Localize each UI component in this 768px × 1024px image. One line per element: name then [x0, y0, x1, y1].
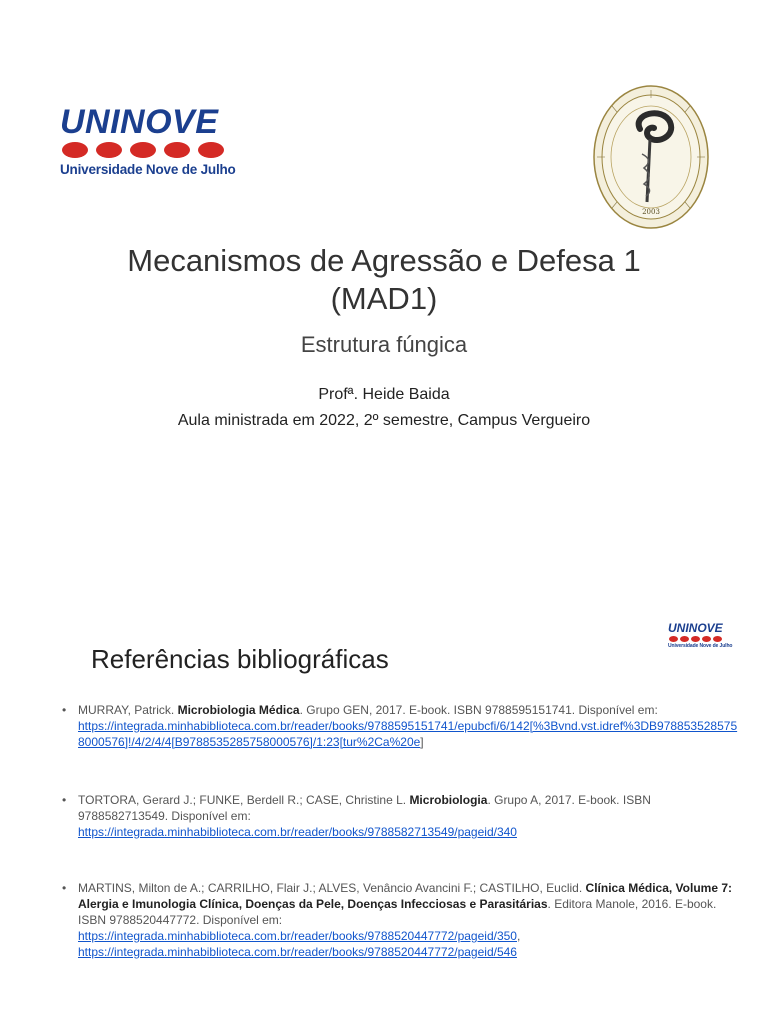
ref-link[interactable]: https://integrada.minhabiblioteca.com.br/reader/books/9788520447772/pageid/350: [78, 929, 517, 943]
seal-year: 2003: [642, 208, 660, 216]
ref-link[interactable]: https://integrada.minhabiblioteca.com.br/reader/books/9788595151741/epubcfi/6/142[%3Bvnd.vst.idref%3DB9788535285758000576]!/4/2/4/4[B9788535285758000576]/1:23[tur%2Ca%20e: [78, 719, 738, 749]
course-code: (MAD1): [330, 281, 438, 316]
logo-wordmark-small: UNINOVE: [668, 621, 723, 635]
ref-authors: TORTORA, Gerard J.; FUNKE, Berdell R.; CASE, Christine L.: [78, 793, 410, 807]
logo-subtitle-small: Universidade Nove de Julho: [668, 643, 733, 649]
ref-authors: MURRAY, Patrick.: [78, 703, 178, 717]
ref-link-suffix: ]: [420, 735, 424, 749]
ref-details: . Grupo GEN, 2017. E-book. ISBN 9788595151741. Disponível em:: [299, 703, 658, 717]
ref-link[interactable]: https://integrada.minhabiblioteca.com.br/reader/books/9788582713549/pageid/340: [78, 825, 517, 839]
ref-link[interactable]: https://integrada.minhabiblioteca.com.br/reader/books/9788520447772/pageid/546: [78, 945, 517, 959]
bullet-icon: •: [62, 793, 67, 807]
references-heading: Referências bibliográficas: [91, 644, 389, 674]
reference-item: [62, 792, 738, 840]
bullet-icon: •: [62, 881, 67, 895]
ref-title: Microbiologia: [409, 793, 488, 807]
bullet-icon: •: [62, 703, 67, 717]
professor-name: Profª. Heide Baida: [318, 386, 450, 403]
logo-dots-small: [669, 636, 732, 642]
logo-subtitle: Universidade Nove de Julho: [60, 162, 236, 177]
references-slide: [0, 512, 768, 1024]
medicine-seal-emblem: [592, 84, 710, 230]
class-info: Aula ministrada em 2022, 2º semestre, Campus Vergueiro: [177, 412, 591, 429]
ref-authors: MARTINS, Milton de A.; CARRILHO, Flair J.; ALVES, Venâncio Avancini F.; CASTILHO, Euclid.: [78, 881, 586, 895]
uninove-logo-small: [668, 622, 732, 649]
logo-dots: [62, 142, 240, 158]
lecture-subtitle: Estrutura fúngica: [300, 332, 468, 357]
ref-details: . Editora Manole, 2016. E-book. ISBN 9788520447772. Disponível em:: [78, 897, 717, 927]
ref-title: Microbiologia Médica: [177, 703, 300, 717]
uninove-logo: [60, 104, 240, 177]
ref-title: Clínica Médica, Volume 7: Alergia e Imunologia Clínica, Doenças da Pele, Doenças Infecciosas e Parasitárias: [78, 881, 733, 911]
course-title: Mecanismos de Agressão e Defesa 1: [127, 243, 641, 278]
reference-item: [62, 880, 738, 960]
ref-details: . Grupo A, 2017. E-book. ISBN 9788582713549. Disponível em:: [78, 793, 651, 823]
logo-wordmark: UNINOVE: [60, 103, 219, 141]
ref-link-separator: ,: [516, 929, 521, 943]
reference-item: [62, 702, 738, 750]
